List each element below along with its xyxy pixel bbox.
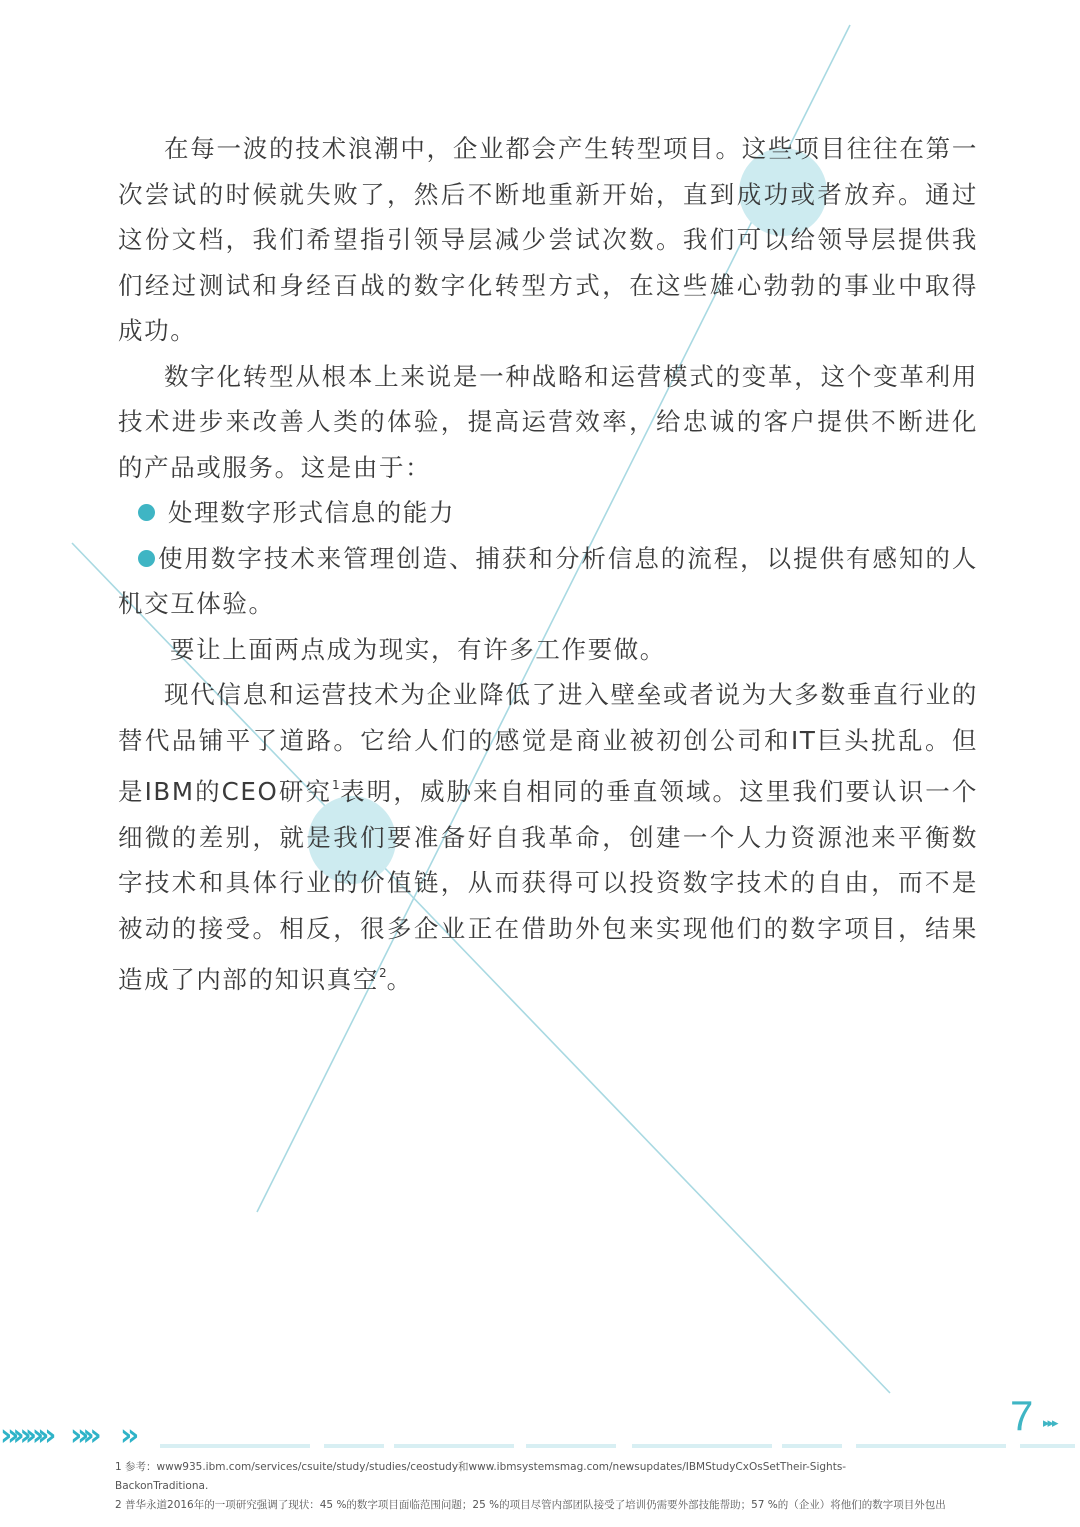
- paragraph-4: [118, 672, 978, 1003]
- footnote-ref-2: 2: [379, 966, 387, 980]
- bullet-item-1: [118, 490, 978, 536]
- paragraph-4-part-a: 现代信息和运营技术为企业降低了进入壁垒或者说为大多数垂直行业的替代品铺平了道路。它给人们的感觉是商业被初创公司和IT巨头扰乱。但是IBM的CEO研究: [118, 680, 978, 806]
- bullet-dot-icon: [138, 550, 155, 567]
- bullet-item-2: [118, 536, 978, 627]
- paragraph-1: 在每一波的技术浪潮中，企业都会产生转型项目。这些项目往往在第一次尝试的时候就失败了，然后不断地重新开始，直到成功或者放弃。通过这份文档，我们希望指引领导层减少尝试次数。我们可以给领导层提供我们经过测试和身经百战的数字化转型方式，在这些雄心勃勃的事业中取得成功。: [118, 134, 978, 345]
- footer-chevrons-left-icon: »»»»: [0, 1418, 50, 1453]
- bullet-1-text: 处理数字形式信息的能力: [168, 498, 456, 527]
- footnote-ref-1: 1: [332, 778, 340, 792]
- footer-chevron-single-icon: »: [120, 1418, 140, 1453]
- footnotes: [115, 1458, 985, 1515]
- footnote-2: 2 普华永道2016年的一项研究强调了现状：45 %的数字项目面临范围问题；25 %的项目尽管内部团队接受了培训仍需要外部技能帮助；57 %的（企业）将他们的数字项目外包出: [115, 1499, 946, 1511]
- footnote-1-line-2: BackonTraditiona.: [115, 1480, 209, 1492]
- page-next-arrows-icon: ▸▸▸: [1043, 1416, 1057, 1431]
- paragraph-2: 数字化转型从根本上来说是一种战略和运营模式的变革，这个变革利用技术进步来改善人类的体验，提高运营效率，给忠诚的客户提供不断进化的产品或服务。这是由于：: [118, 361, 978, 482]
- paragraph-4-part-c: 。: [386, 965, 413, 994]
- bullet-dot-icon: [138, 504, 155, 521]
- page-number: 7: [1010, 1392, 1034, 1439]
- footer-chevrons-mid-icon: »»: [70, 1418, 95, 1453]
- bullet-2-text: 使用数字技术来管理创造、捕获和分析信息的流程，以提供有感知的人机交互体验。: [118, 543, 978, 618]
- paragraph-4-part-b: 表明，威胁来自相同的垂直领域。这里我们要认识一个细微的差别，就是我们要准备好自我革命，创建一个人力资源池来平衡数字技术和具体行业的价值链，从而获得可以投资数字技术的自由，而不是被动的接受。相反，很多企业正在借助外包来实现他们的数字项目，结果造成了内部的知识真空: [118, 777, 978, 994]
- footer-dashed-rule: [160, 1444, 1075, 1448]
- paragraph-3: 要让上面两点成为现实，有许多工作要做。: [170, 634, 666, 664]
- main-body-text: [118, 126, 978, 1003]
- footnote-1-line-1: 1 参考：www935.ibm.com/services/csuite/study/studies/ceostudy和www.ibmsystemsmag.com/newsupdates/IBMStudyCxOsSetTheir-Sights-: [115, 1461, 847, 1473]
